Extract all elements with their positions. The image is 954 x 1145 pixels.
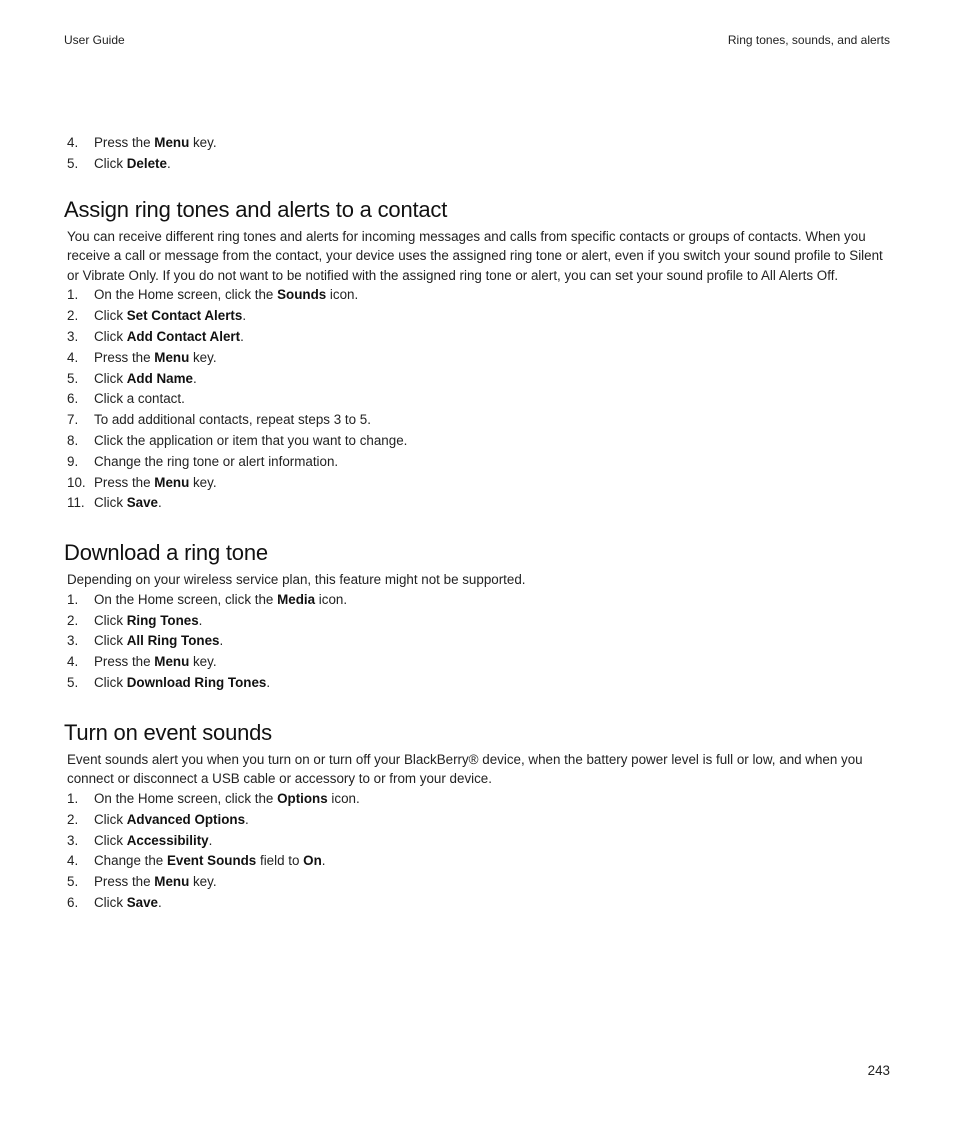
step-bold-term: Menu [154,135,190,150]
step-text: Click [94,328,127,344]
step-bold-term: Sounds [277,287,327,303]
running-header-title: User Guide [64,33,125,47]
step-item [64,285,892,306]
step-list [64,789,892,914]
step-number: 5. [67,370,79,386]
step-bold-term: Add Name [126,370,193,386]
step-number: 5. [67,155,79,171]
step-number: 6. [67,391,79,407]
step-bold-term: Delete [126,155,167,171]
step-text-tail: . [321,853,326,869]
step-list [64,285,892,514]
step-bold-term: Advanced Options [126,811,246,827]
step-item [64,652,892,673]
step-item [64,831,892,852]
step-text: On the Home screen, click the [94,287,278,303]
step-number: 8. [67,432,79,448]
step-item [64,410,892,431]
step-text-tail: icon. [315,591,348,607]
step-text-tail: . [245,811,249,827]
step-text: Click [94,832,127,848]
step-item [64,154,892,175]
step-text: On the Home screen, click the [94,790,278,806]
step-item [64,810,892,831]
step-item [64,389,892,410]
step-number: 1. [67,790,79,806]
continued-step-list [64,133,892,175]
step-item [64,789,892,810]
step-number: 10. [67,474,86,490]
step-number: 2. [67,308,79,324]
section-intro: You can receive different ring tones and alerts for incoming messages and calls from specific contacts or groups of contacts. When you receive a call or message from the contact, your device uses the assigned ring tone or alert, even if you switch your sound profile to Silent or Vibrate Only. If you do not want to be notified with the assigned ring tone or alert, you can set your sound profile to All Alerts Off. [67,228,883,283]
page-number: 243 [867,1063,890,1078]
step-text: Click [94,155,127,171]
step-text: Click [94,894,127,910]
step-text: Press the [94,349,155,365]
step-text-tail: key. [189,135,217,150]
step-text: Press the [94,135,155,150]
step-text-tail: . [208,832,213,848]
step-bold-term: Options [277,790,328,806]
step-item [64,851,892,872]
section-turn-on-event-sounds [64,720,892,914]
step-text: On the Home screen, click the [94,591,278,607]
step-text-tail: . [240,328,244,344]
step-text-tail: . [198,612,203,628]
step-bold-term-second: On [303,853,322,869]
step-bold-term: Menu [154,874,190,890]
step-item [64,348,892,369]
step-text-tail: key. [189,349,217,365]
step-text-tail: . [266,674,271,690]
step-bold-term: Accessibility [126,832,209,848]
step-number: 6. [67,894,79,910]
step-text-middle: field to [256,853,304,869]
section-download-ring-tone [64,540,892,694]
running-header-chapter: Ring tones, sounds, and alerts [727,33,890,47]
step-number: 7. [67,412,79,428]
step-number: 4. [67,654,79,670]
step-number: 4. [67,853,79,869]
step-text: Click [94,811,127,827]
step-item [64,473,892,494]
step-text: Click [94,370,127,386]
step-number: 2. [67,811,79,827]
step-item [64,327,892,348]
step-text: Press the [94,654,155,670]
step-text-tail: key. [189,474,217,490]
step-item [64,306,892,327]
step-text: Change the ring tone or alert information. [94,453,339,469]
step-text: Click the application or item that you want to change. [94,432,408,448]
step-number: 4. [67,349,79,365]
step-bold-term: Download Ring Tones [126,674,267,690]
section-intro: Event sounds alert you when you turn on or turn off your BlackBerry® device, when the battery power level is full or low, and when you connect or disconnect a USB cable or accessory to or from your device. [67,751,863,787]
step-text-tail: . [158,495,162,511]
step-text: Click a contact. [94,391,185,407]
step-number: 3. [67,633,79,649]
step-text-tail: . [219,633,224,649]
step-item [64,872,892,893]
step-number: 2. [67,612,79,628]
step-bold-term: Add Contact Alert [126,328,241,344]
step-bold-term: Menu [154,654,190,670]
step-bold-term: Ring Tones [126,612,199,628]
step-bold-term: Event Sounds [166,853,257,869]
step-text: To add additional contacts, repeat steps 3 to 5. [94,412,371,428]
section-heading: Assign ring tones and alerts to a contact [64,196,448,222]
step-bold-term: Menu [154,474,190,490]
step-item [64,431,892,452]
step-text-tail: . [166,155,171,171]
step-item [64,590,892,611]
step-text: Click [94,633,127,649]
step-text: Press the [94,474,155,490]
step-item [64,893,892,914]
step-list [64,590,892,694]
step-bold-term: Set Contact Alerts [126,308,243,324]
step-item [64,631,892,652]
step-bold-term: Save [126,495,159,511]
step-text: Change the [94,853,167,869]
step-text-tail: . [192,370,197,386]
step-item [64,452,892,473]
step-number: 5. [67,874,79,890]
step-item [64,369,892,390]
step-number: 11. [67,495,85,511]
section-heading: Turn on event sounds [64,719,272,745]
step-text-tail: . [242,308,247,324]
step-bold-term: Save [126,894,159,910]
step-item [64,493,892,514]
step-number: 1. [67,287,79,303]
step-number: 9. [67,453,79,469]
page-content [64,133,892,914]
step-bold-term: Media [277,591,316,607]
step-number: 3. [67,328,79,344]
section-heading: Download a ring tone [64,540,268,566]
step-text: Click [94,674,127,690]
step-text-tail: key. [189,654,217,670]
step-number: 4. [67,135,79,150]
step-item [64,673,892,694]
step-text-tail: icon. [327,790,360,806]
step-item [64,611,892,632]
section-intro: Depending on your wireless service plan, this feature might not be supported. [67,572,526,588]
step-bold-term: Menu [154,349,190,365]
step-number: 3. [67,832,79,848]
step-text: Click [94,495,127,511]
step-text-tail: . [158,894,162,910]
step-text: Click [94,612,127,628]
step-text: Press the [94,874,155,890]
step-text-tail: key. [189,874,217,890]
step-item [64,133,892,154]
step-text: Click [94,308,127,324]
section-assign-ring-tones [64,197,892,515]
step-number: 1. [67,591,79,607]
step-bold-term: All Ring Tones [126,633,220,649]
step-text-tail: icon. [326,287,359,303]
step-number: 5. [67,674,79,690]
